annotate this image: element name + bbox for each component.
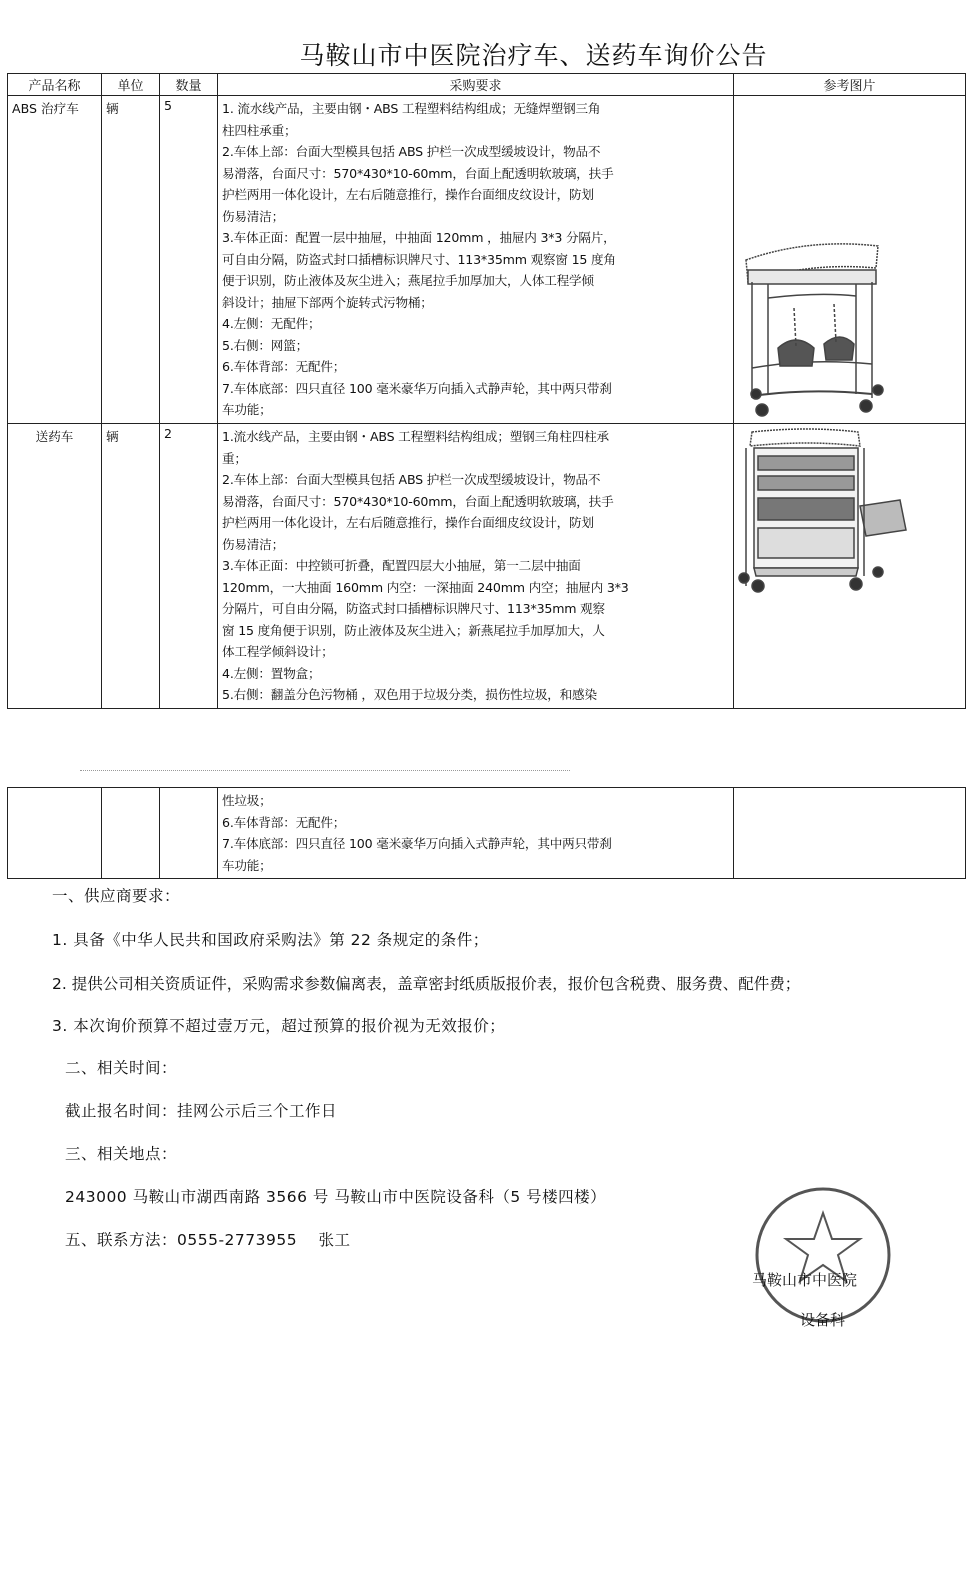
product-name: ABS 治疗车 [8,96,102,424]
scan-artifact [80,770,570,777]
empty-cell [8,788,102,879]
requirement-line: 易滑落，台面尺寸：570*430*10-60mm，台面上配透明软玻璃，扶手 [222,165,614,181]
treatment-cart-image [734,96,966,424]
medicine-cart-image [734,424,966,709]
requirement-line: 重； [222,450,247,466]
contact-text: 五、联系方法：0555-2773955 张工 [65,1231,351,1249]
empty-cell [102,788,160,879]
requirement-line: 7.车体底部：四只直径 100 毫米豪华万向插入式静声轮，其中两只带刹 [222,380,612,396]
requirements-cell [218,96,734,424]
table-row [8,788,966,879]
requirement-line: 伤易清洁； [222,208,284,224]
section-heading-supplier: 一、供应商要求： [52,887,181,905]
requirement-item: 3. 本次询价预算不超过壹万元，超过预算的报价视为无效报价； [52,1017,506,1035]
product-name: 送药车 [8,424,102,709]
procurement-table [7,73,966,709]
page-title: 马鞍山市中医院治疗车、送药车询价公告 [299,41,768,70]
requirement-line: 2.车体上部：台面大型模具包括 ABS 护栏一次成型缓坡设计，物品不 [222,144,601,159]
requirement-item: 1. 具备《中华人民共和国政府采购法》第 22 条规定的条件； [52,931,489,949]
requirement-line: 5.右侧：翻盖分色污物桶 ，双色用于垃圾分类，损伤性垃圾，和感染 [222,687,597,702]
address-text: 243000 马鞍山市湖西南路 3566 号 马鞍山市中医院设备科（5 号楼四楼） [65,1188,607,1206]
seal-org-text: 马鞍山市中医院 [752,1271,858,1289]
requirement-line: 护栏两用一体化设计，左右后随意推行，操作台面细皮纹设计，防划 [222,187,594,202]
header-unit: 单位 [102,74,160,96]
requirement-line: 斜设计；抽屉下部两个旋转式污物桶； [222,294,433,310]
requirement-line: 分隔片，可自由分隔，防盗式封口插槽标识牌尺寸、113*35mm 观察 [222,601,605,616]
requirement-line: 2.车体上部：台面大型模具包括 ABS 护栏一次成型缓坡设计，物品不 [222,472,601,487]
section-heading-time: 二、相关时间： [65,1059,178,1077]
product-quantity: 2 [160,424,218,709]
requirement-line: 易滑落，台面尺寸：570*430*10-60mm，台面上配透明软玻璃，扶手 [222,493,614,509]
requirement-line: 1.流水线产品，主要由钢・ABS 工程塑料结构组成；塑钢三角柱四柱承 [222,429,609,444]
requirement-line: 5.右侧：网篮； [222,337,308,353]
header-reference-image: 参考图片 [734,74,966,96]
requirement-line: 4.左侧：无配件； [222,316,321,331]
header-requirements: 采购要求 [218,74,734,96]
header-product-name: 产品名称 [8,74,102,96]
deadline-text: 截止报名时间：挂网公示后三个工作日 [65,1102,338,1120]
requirement-line: 性垃圾； [222,793,272,808]
table-header-row [8,74,966,96]
empty-cell [160,788,218,879]
requirements-cell [218,788,734,879]
empty-cell [734,788,966,879]
table-row [8,424,966,709]
requirement-line: 便于识别，防止液体及灰尘进入；燕尾拉手加厚加大，人体工程学倾 [222,273,594,288]
product-unit: 辆 [102,424,160,709]
header-quantity: 数量 [160,74,218,96]
requirement-line: 3.车体正面：中控锁可折叠，配置四层大小抽屉，第一二层中抽面 [222,558,581,573]
requirement-line: 窗 15 度角便于识别，防止液体及灰尘进入；新燕尾拉手加厚加大，人 [222,622,605,638]
table-row [8,96,966,424]
requirement-line: 护栏两用一体化设计，左右后随意推行，操作台面细皮纹设计，防划 [222,515,594,530]
seal-dept-text: 设备科 [800,1311,846,1329]
official-seal [748,1183,898,1333]
requirement-line: 车功能； [222,857,272,873]
treatment-cart-picture [738,98,960,418]
requirement-line: 伤易清洁； [222,536,284,552]
requirements-cell [218,424,734,709]
requirement-line: 柱四柱承重； [222,122,297,138]
product-quantity: 5 [160,96,218,424]
section-heading-location: 三、相关地点： [65,1145,178,1163]
requirement-line: 6.车体背部：无配件； [222,814,346,830]
requirement-line: 7.车体底部：四只直径 100 毫米豪华万向插入式静声轮，其中两只带刹 [222,836,612,851]
requirement-line: 4.左侧：置物盒； [222,665,321,681]
procurement-table-continued [7,787,966,879]
requirement-line: 可自由分隔，防盗式封口插槽标识牌尺寸、113*35mm 观察窗 15 度角 [222,251,616,267]
requirement-line: 6.车体背部：无配件； [222,359,346,374]
requirement-line: 体工程学倾斜设计； [222,644,334,659]
requirement-item: 2. 提供公司相关资质证件，采购需求参数偏离表，盖章密封纸质版报价表，报价包含税费、服务费、配件费； [52,975,801,993]
product-unit: 辆 [102,96,160,424]
medicine-cart-picture [738,426,960,702]
requirement-line: 车功能； [222,402,272,417]
requirement-line: 120mm，一大抽面 160mm 内空：一深抽面 240mm 内空；抽屉内 3*3 [222,579,629,595]
requirement-line: 3.车体正面：配置一层中抽屉，中抽面 120mm ，抽屉内 3*3 分隔片， [222,230,616,245]
requirement-line: 1. 流水线产品，主要由钢・ABS 工程塑料结构组成；无缝焊塑钢三角 [222,101,601,116]
